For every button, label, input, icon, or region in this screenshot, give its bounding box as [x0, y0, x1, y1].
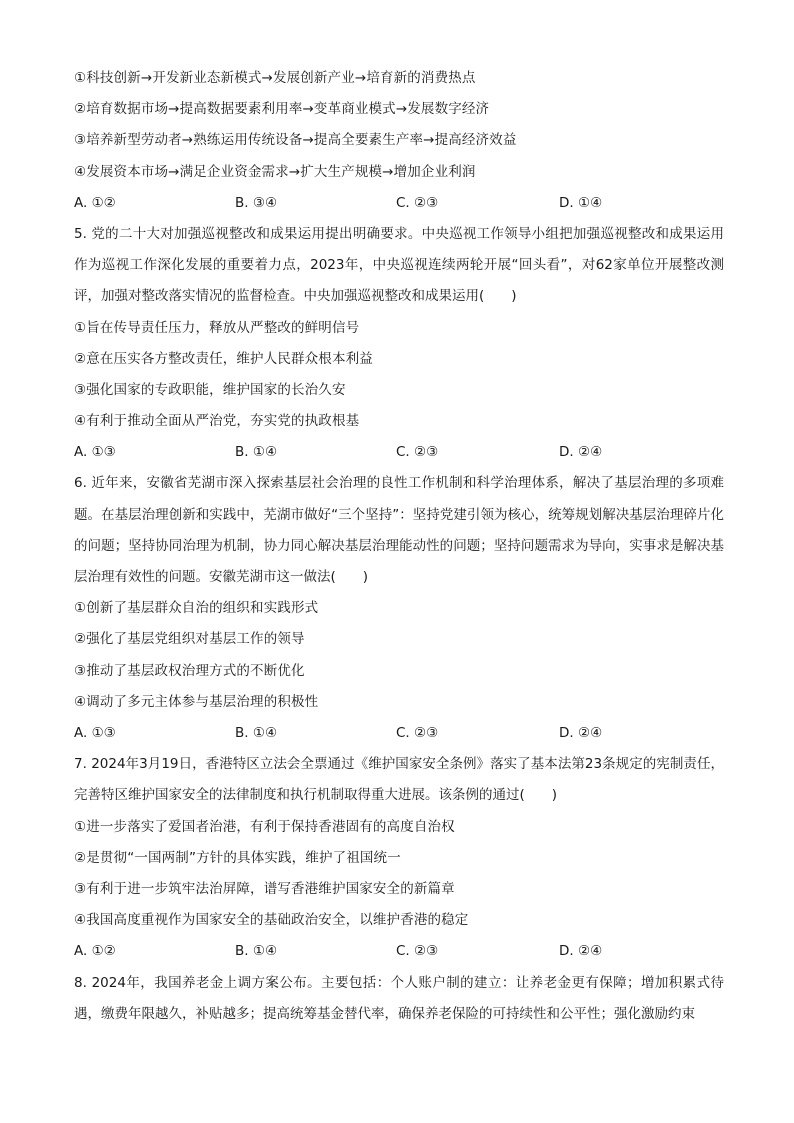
question-7	[74, 749, 724, 967]
question-8	[74, 968, 724, 1030]
question-6	[74, 468, 724, 749]
q6-item-1: ①创新了基层群众自治的组织和实践形式	[74, 600, 319, 617]
q6-item-3: ③推动了基层政权治理方式的不断优化	[74, 662, 305, 679]
q5-stem: 5. 党的二十大对加强巡视整改和成果运用提出明确要求。中央巡视工作领导小组把加强巡视整改和成果运用作为巡视工作深化发展的重要着力点，2023年，中央巡视连续两轮开展“回头看”，对62家单位开展整改测评，加强对整改落实情况的监督检查。中央加强巡视整改和成果运用( )	[74, 225, 724, 305]
q4-options	[74, 188, 724, 219]
question-4	[74, 63, 724, 219]
q7-item-2: ②是贯彻“一国两制”方针的具体实践，维护了祖国统一	[74, 849, 401, 866]
q4-item-2: ②培育数据市场→提高数据要素利用率→变革商业模式→发展数字经济	[74, 101, 490, 118]
q4-option-b: B. ③④	[235, 194, 278, 211]
q7-option-d: D. ②④	[559, 943, 603, 960]
q4-item-4: ④发展资本市场→满足企业资金需求→扩大生产规模→增加企业利润	[74, 163, 476, 180]
q4-option-a: A. ①②	[74, 194, 116, 211]
q7-item-4: ④我国高度重视作为国家安全的基础政治安全，以维护香港的稳定	[74, 912, 469, 929]
q6-options	[74, 718, 724, 749]
q7-option-b: B. ①④	[235, 943, 278, 960]
q6-stem: 6. 近年来，安徽省芜湖市深入探索基层社会治理的良性工作机制和科学治理体系，解决了基层治理的多项难题。在基层治理创新和实践中，芜湖市做好“三个坚持”：坚持党建引领为核心，统筹规划解决基层治理碎片化的问题；坚持协同治理为机制，协力同心解决基层治理能动性的问题；坚持问题需求为导向，实事求是解决基层治理有效性的问题。安徽芜湖市这一做法( )	[74, 475, 724, 586]
q7-item-1: ①进一步落实了爱国者治港，有利于保持香港固有的高度自治权	[74, 818, 455, 835]
q5-item-4: ④有利于推动全面从严治党，夯实党的执政根基	[74, 413, 360, 430]
q6-item-4: ④调动了多元主体参与基层治理的积极性	[74, 693, 319, 710]
q5-item-1: ①旨在传导责任压力，释放从严整改的鲜明信号	[74, 319, 360, 336]
q4-item-3: ③培养新型劳动者→熟练运用传统设备→提高全要素生产率→提高经济效益	[74, 132, 517, 149]
q7-stem: 7. 2024年3月19日，香港特区立法会全票通过《维护国家安全条例》落实了基本法第23条规定的宪制责任，完善特区维护国家安全的法律制度和执行机制取得重大进展。该条例的通过( )	[74, 756, 724, 804]
q7-options	[74, 936, 724, 967]
q7-option-c: C. ②③	[396, 943, 439, 960]
q6-item-2: ②强化了基层党组织对基层工作的领导	[74, 631, 305, 648]
q5-item-3: ③强化国家的专政职能，维护国家的长治久安	[74, 381, 346, 398]
q5-item-2: ②意在压实各方整改责任，维护人民群众根本利益	[74, 350, 373, 367]
q7-item-3: ③有利于进一步筑牢法治屏障，谱写香港维护国家安全的新篇章	[74, 881, 455, 898]
q6-option-a: A. ①③	[74, 725, 116, 742]
q4-option-c: C. ②③	[396, 194, 439, 211]
q4-item-1: ①科技创新→开发新业态新模式→发展创新产业→培育新的消费热点	[74, 70, 476, 86]
q5-option-c: C. ②③	[396, 444, 439, 461]
q5-option-d: D. ②④	[559, 444, 603, 461]
q6-option-d: D. ②④	[559, 725, 603, 742]
q6-option-b: B. ①④	[235, 725, 278, 742]
q7-option-a: A. ①②	[74, 943, 116, 960]
q5-option-a: A. ①③	[74, 444, 116, 461]
exam-page	[74, 63, 724, 1030]
question-5	[74, 219, 724, 469]
q4-option-d: D. ①④	[559, 194, 603, 211]
q5-options	[74, 437, 724, 468]
q5-option-b: B. ①④	[235, 444, 278, 461]
q6-option-c: C. ②③	[396, 725, 439, 742]
q8-stem: 8. 2024年，我国养老金上调方案公布。主要包括：个人账户制的建立：让养老金更有保障；增加积累式待遇，缴费年限越久，补贴越多；提高统筹基金替代率，确保养老保险的可持续性和公平性；强化激励约束	[74, 974, 724, 1022]
